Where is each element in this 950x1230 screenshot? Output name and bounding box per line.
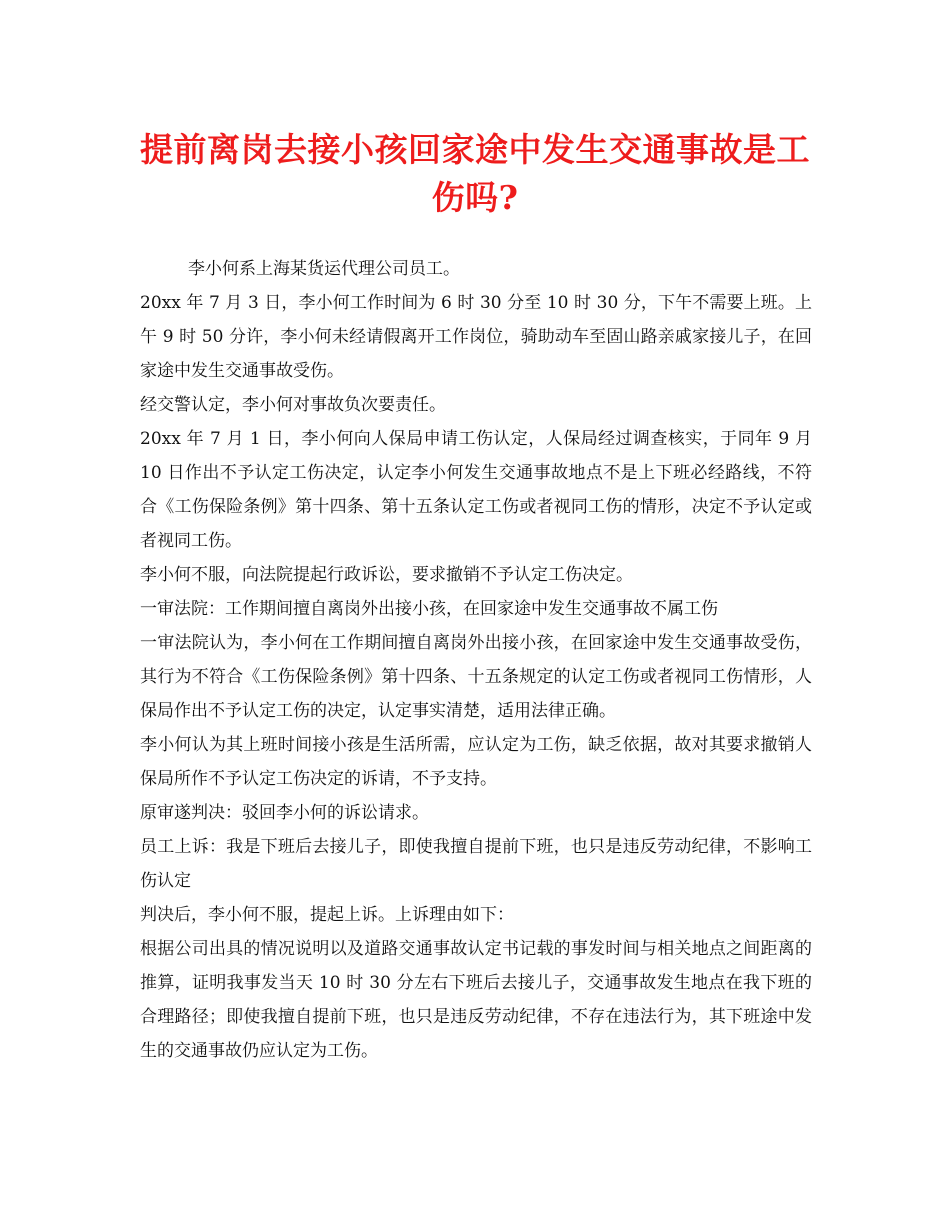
paragraph-appeal-reasons: 根据公司出具的情况说明以及道路交通事故认定书记载的事发时间与相关地点之间距离的推算，证明我事发当天 10 时 30 分左右下班后去接儿子，交通事故发生地点在我下班的合理路径；即使我擅自提前下班，也只是违反劳动纪律，不存在违法行为，其下班途中发生的交通事故仍应认定为工伤。 bbox=[140, 939, 812, 1061]
paragraph-appeal-intro: 判决后，李小何不服，提起上诉。上诉理由如下： bbox=[140, 905, 514, 925]
paragraph-police-finding: 经交警认定，李小何对事故负次要责任。 bbox=[140, 395, 446, 415]
paragraph-application: 20xx 年 7 月 1 日，李小何向人保局申请工伤认定，人保局经过调查核实，于同年 9 月 10 日作出不予认定工伤决定，认定李小何发生交通事故地点不是上下班必经路线，不符合《工伤保险条例》第十四条、第十五条认定工伤或者视同工伤的情形，决定不予认定或者视同工伤。 bbox=[140, 429, 812, 551]
document-body bbox=[140, 252, 812, 1068]
paragraph-intro: 李小何系上海某货运代理公司员工。 bbox=[188, 259, 460, 279]
paragraph-first-instance-reasoning: 李小何认为其上班时间接小孩是生活所需，应认定为工伤，缺乏依据，故对其要求撤销人保局所作不予认定工伤决定的诉请，不予支持。 bbox=[140, 735, 812, 789]
paragraph-first-instance-opinion: 一审法院认为，李小何在工作期间擅自离岗外出接小孩，在回家途中发生交通事故受伤，其行为不符合《工伤保险条例》第十四条、十五条规定的认定工伤或者视同工伤情形，人保局作出不予认定工伤的决定，认定事实清楚，适用法律正确。 bbox=[140, 633, 812, 721]
section-heading-first-instance: 一审法院：工作期间擅自离岗外出接小孩，在回家途中发生交通事故不属工伤 bbox=[140, 599, 718, 619]
section-heading-appeal: 员工上诉：我是下班后去接儿子，即使我擅自提前下班，也只是违反劳动纪律，不影响工伤认定 bbox=[140, 837, 812, 891]
paragraph-lawsuit: 李小何不服，向法院提起行政诉讼，要求撤销不予认定工伤决定。 bbox=[140, 565, 633, 585]
document-title: 提前离岗去接小孩回家途中发生交通事故是工伤吗? bbox=[140, 130, 810, 217]
paragraph-judgment: 原审遂判决：驳回李小何的诉讼请求。 bbox=[140, 803, 429, 823]
paragraph-incident: 20xx 年 7 月 3 日，李小何工作时间为 6 时 30 分至 10 时 30 分，下午不需要上班。上午 9 时 50 分许，李小何未经请假离开工作岗位，骑助动车至固山路亲戚家接儿子，在回家途中发生交通事故受伤。 bbox=[140, 293, 812, 381]
